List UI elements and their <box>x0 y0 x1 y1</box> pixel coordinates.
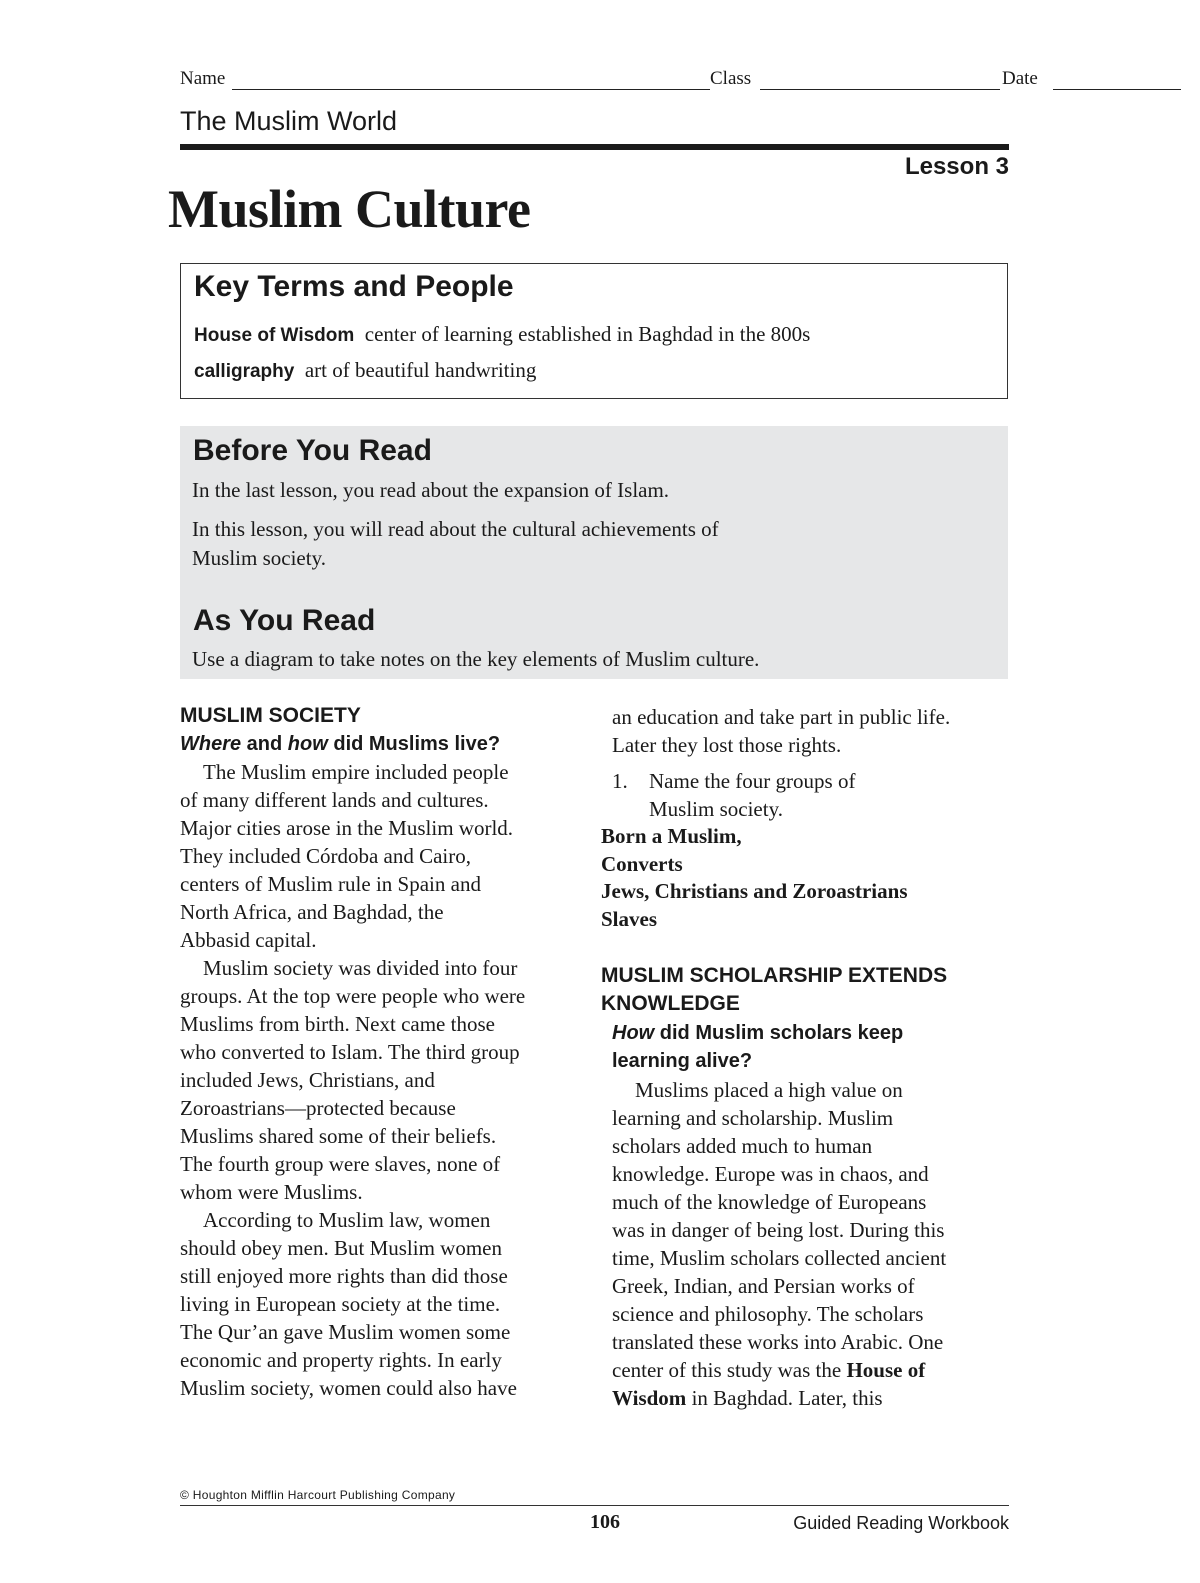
answer-block[interactable] <box>601 823 1001 933</box>
text-line: The Muslim empire included people <box>203 760 509 784</box>
text-line: Later they lost those rights. <box>612 733 842 757</box>
text-line: was in danger of being lost. During this <box>612 1218 945 1242</box>
text-line: scholars added much to human <box>612 1134 873 1158</box>
text-line: included Jews, Christians, and <box>180 1068 435 1092</box>
text-line: KNOWLEDGE <box>601 992 740 1015</box>
name-class-date-line <box>180 68 1038 94</box>
focus-question <box>180 730 580 758</box>
text-line: In this lesson, you will read about the cultural achievements of <box>192 517 719 541</box>
date-label: Date <box>1002 68 1038 89</box>
before-you-read-heading: Before You Read <box>193 434 432 467</box>
text-line: Muslim society. <box>649 797 783 821</box>
key-term-highlight: Wisdom <box>612 1386 687 1410</box>
left-column <box>180 702 580 1402</box>
text-line: translated these works into Arabic. One <box>612 1330 944 1354</box>
right-column-continued <box>612 703 1012 759</box>
text-line: Major cities arose in the Muslim world. <box>180 816 514 840</box>
key-term-definition: center of learning established in Baghdad in the 800s <box>364 322 811 346</box>
text-line: knowledge. Europe was in chaos, and <box>612 1162 929 1186</box>
key-term-highlight: House of <box>846 1358 926 1382</box>
text-line: Greek, Indian, and Persian works of <box>612 1274 915 1298</box>
text-line: Muslim society, women could also have <box>180 1376 517 1400</box>
text-line: science and philosophy. The scholars <box>612 1302 924 1326</box>
name-blank[interactable] <box>232 89 710 90</box>
answer-line: Slaves <box>601 906 658 931</box>
text-line: should obey men. But Muslim women <box>180 1236 502 1260</box>
unit-title: The Muslim World <box>180 106 398 136</box>
name-label: Name <box>180 68 226 89</box>
review-question <box>649 767 989 823</box>
text-line: time, Muslim scholars collected ancient <box>612 1246 947 1270</box>
as-you-read-heading: As You Read <box>193 604 376 637</box>
question-text: and <box>241 733 288 755</box>
text-line: Muslims shared some of their beliefs. <box>180 1124 497 1148</box>
text-line: who converted to Islam. The third group <box>180 1040 520 1064</box>
text-line: economic and property rights. In early <box>180 1348 502 1372</box>
page-title: Muslim Culture <box>168 179 531 239</box>
text-line: in Baghdad. Later, this <box>686 1386 883 1410</box>
lesson-label: Lesson 3 <box>904 153 1009 180</box>
header-rule <box>180 144 1009 150</box>
answer-line: Jews, Christians and Zoroastrians <box>601 879 908 903</box>
text-line: They included Córdoba and Cairo, <box>180 844 472 868</box>
text-line: The Qur’an gave Muslim women some <box>180 1320 511 1344</box>
key-terms-box <box>180 263 1008 399</box>
answer-line: Converts <box>601 851 683 876</box>
text-line: The fourth group were slaves, none of <box>180 1152 501 1176</box>
text-line: of many different lands and cultures. <box>180 788 489 812</box>
key-term-item <box>194 322 810 347</box>
key-term-name: House of Wisdom <box>194 325 355 346</box>
text-line: Muslims from birth. Next came those <box>180 1012 495 1036</box>
text-line: Name the four groups of <box>649 769 856 793</box>
answer-line: Born a Muslim, <box>601 824 742 848</box>
paragraph <box>612 1076 1012 1412</box>
question-text: did Muslim scholars keep <box>654 1022 904 1044</box>
question-number: 1. <box>612 769 628 793</box>
text-line: an education and take part in public life. <box>612 705 951 729</box>
question-emphasis: Where <box>180 733 242 755</box>
key-term-item <box>194 358 536 383</box>
reading-guide-box <box>180 426 1008 679</box>
copyright-notice: © Houghton Mifflin Harcourt Publishing Company <box>180 1488 456 1502</box>
focus-question <box>612 1019 1012 1075</box>
section-title: MUSLIM SOCIETY <box>180 704 361 727</box>
text-line: According to Muslim law, women <box>203 1208 491 1232</box>
text-line: Abbasid capital. <box>180 928 317 952</box>
paragraph <box>180 954 580 1206</box>
before-you-read-text: In the last lesson, you read about the expansion of Islam. <box>192 478 670 502</box>
text-line: Muslims placed a high value on <box>635 1078 903 1102</box>
question-emphasis: how <box>287 733 328 755</box>
text-line: much of the knowledge of Europeans <box>612 1190 927 1214</box>
page-number: 106 <box>590 1511 620 1533</box>
text-line: Muslim society was divided into four <box>203 956 518 980</box>
text-line: learning and scholarship. Muslim <box>612 1106 894 1130</box>
text-line: living in European society at the time. <box>180 1292 501 1316</box>
text-line: learning alive? <box>612 1050 753 1072</box>
text-line: Muslim society. <box>192 546 326 570</box>
date-blank[interactable] <box>1053 89 1181 90</box>
before-you-read-text <box>192 515 719 573</box>
question-text: did Muslims live? <box>327 733 501 755</box>
text-line: still enjoyed more rights than did those <box>180 1264 508 1288</box>
class-blank[interactable] <box>760 89 1000 90</box>
section-title <box>601 962 1011 1018</box>
key-term-name: calligraphy <box>194 361 295 382</box>
text-line: North Africa, and Baghdad, the <box>180 900 444 924</box>
paragraph <box>180 1206 580 1402</box>
text-line: groups. At the top were people who were <box>180 984 526 1008</box>
key-terms-heading: Key Terms and People <box>194 270 514 303</box>
text-line: center of this study was the <box>612 1358 847 1382</box>
key-term-definition: art of beautiful handwriting <box>304 358 537 382</box>
text-line: Zoroastrians—protected because <box>180 1096 456 1120</box>
question-emphasis: How <box>612 1022 655 1044</box>
as-you-read-text: Use a diagram to take notes on the key elements of Muslim culture. <box>192 647 760 671</box>
class-label: Class <box>710 68 752 89</box>
paragraph <box>180 758 580 954</box>
workbook-title: Guided Reading Workbook <box>793 1513 1009 1533</box>
footer-rule <box>180 1505 1009 1506</box>
text-line: centers of Muslim rule in Spain and <box>180 872 481 896</box>
text-line: whom were Muslims. <box>180 1180 363 1204</box>
text-line: MUSLIM SCHOLARSHIP EXTENDS <box>601 964 948 987</box>
